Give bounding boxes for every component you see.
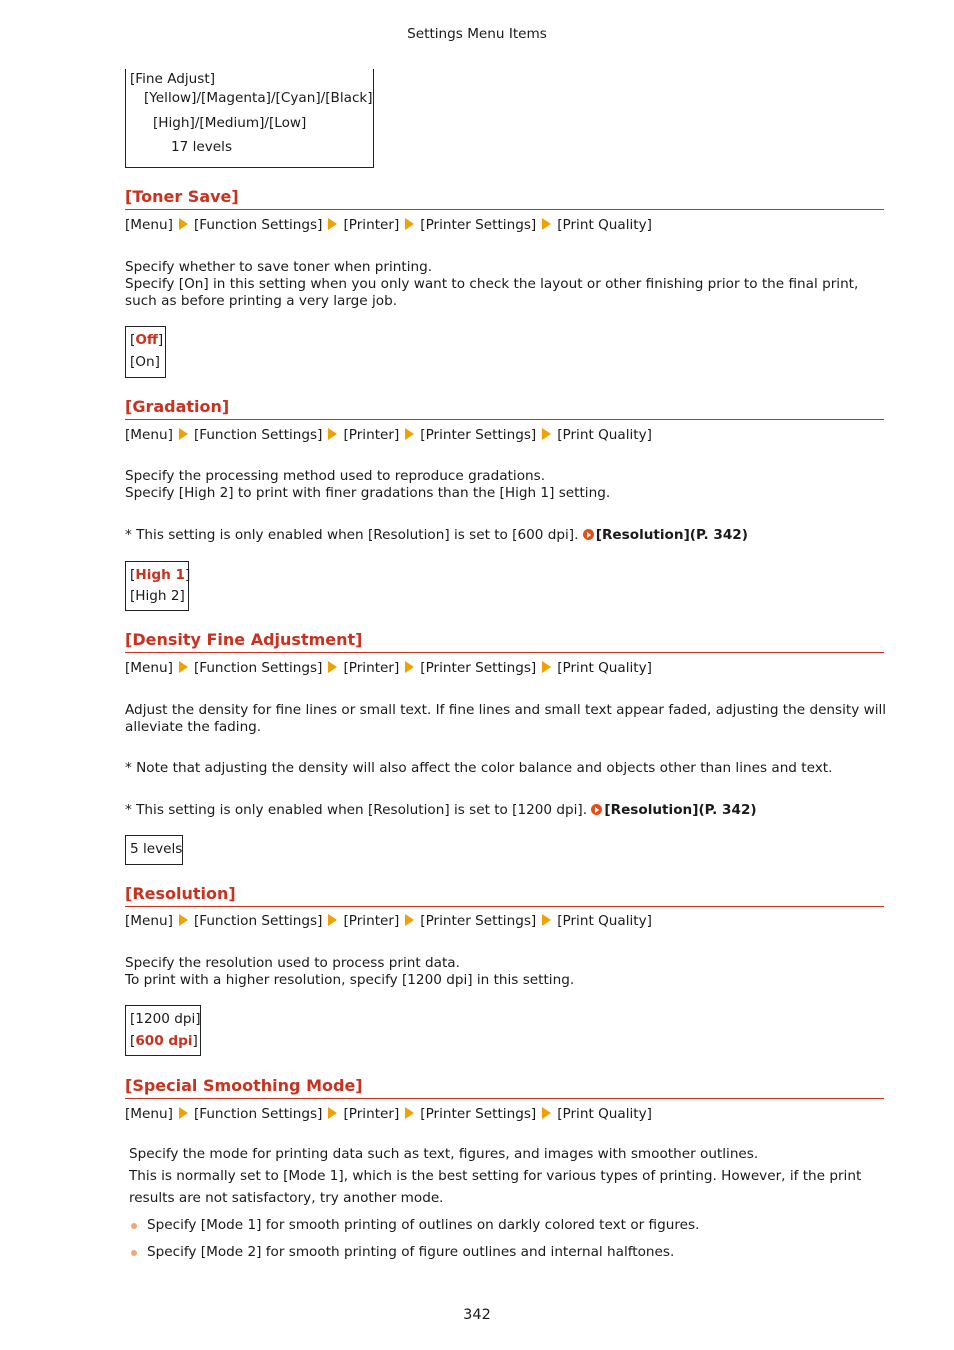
crumb-function-settings: [Function Settings] — [193, 1106, 323, 1122]
toner-save-desc-1: Specify whether to save toner when printing. — [125, 259, 433, 275]
crumb-menu: [Menu] — [125, 427, 173, 443]
link-arrow-icon — [591, 804, 602, 815]
crumb-printer-settings: [Printer Settings] — [420, 660, 537, 676]
resolution-desc-1: Specify the resolution used to process print data. — [125, 955, 460, 971]
toner-save-desc-2: Specify [On] in this setting when you only want to check the layout or other finishing prior to the final print, — [125, 276, 859, 292]
crumb-printer: [Printer] — [343, 217, 400, 233]
breadcrumb — [125, 1106, 652, 1122]
density-desc-1: Adjust the density for fine lines or small text. If fine lines and small text appear faded, adjusting the density will — [125, 702, 887, 718]
arrow-right-icon — [179, 1107, 188, 1119]
crumb-menu: [Menu] — [125, 660, 173, 676]
arrow-right-icon — [328, 1107, 337, 1119]
crumb-menu: [Menu] — [125, 217, 173, 233]
arrow-right-icon — [405, 914, 414, 926]
option-high-2: [High 2] — [130, 588, 185, 604]
crumb-print-quality: [Print Quality] — [557, 1106, 652, 1122]
arrow-right-icon — [328, 661, 337, 673]
gradation-options-box — [125, 561, 189, 611]
crumb-printer: [Printer] — [343, 1106, 400, 1122]
arrow-right-icon — [179, 428, 188, 440]
crumb-function-settings: [Function Settings] — [193, 427, 323, 443]
arrow-right-icon — [179, 661, 188, 673]
toner-save-options-box — [125, 326, 166, 378]
arrow-right-icon — [328, 218, 337, 230]
resolution-options-box — [125, 1005, 201, 1056]
smoothing-bullet-1: Specify [Mode 1] for smooth printing of outlines on darkly colored text or figures. — [147, 1217, 700, 1233]
arrow-right-icon — [405, 1107, 414, 1119]
arrow-right-icon — [542, 218, 551, 230]
arrow-right-icon — [179, 218, 188, 230]
arrow-right-icon — [542, 1107, 551, 1119]
breadcrumb — [125, 217, 652, 233]
arrow-right-icon — [328, 914, 337, 926]
density-note-1: * Note that adjusting the density will also affect the color balance and objects other than lines and text. — [125, 760, 833, 776]
section-title-gradation: [Gradation] — [125, 397, 884, 420]
section-title-resolution: [Resolution] — [125, 884, 884, 907]
breadcrumb — [125, 913, 652, 929]
crumb-printer: [Printer] — [343, 427, 400, 443]
resolution-link[interactable]: [Resolution](P. 342) — [595, 527, 748, 543]
crumb-menu: [Menu] — [125, 913, 173, 929]
crumb-printer: [Printer] — [343, 913, 400, 929]
default-value: High 1 — [135, 567, 185, 583]
breadcrumb — [125, 660, 652, 676]
density-note-2: * This setting is only enabled when [Resolution] is set to [1200 dpi]. [Resolution](P. 342) — [125, 802, 757, 818]
smoothing-desc-2: This is normally set to [Mode 1], which is the best setting for various types of printing. However, if the print — [129, 1168, 862, 1184]
page-header: Settings Menu Items — [407, 26, 547, 42]
density-options-box — [125, 835, 183, 865]
density-desc-2: alleviate the fading. — [125, 719, 262, 735]
arrow-right-icon — [542, 428, 551, 440]
crumb-function-settings: [Function Settings] — [193, 913, 323, 929]
crumb-print-quality: [Print Quality] — [557, 217, 652, 233]
option-600-dpi: [600 dpi] — [130, 1033, 198, 1049]
crumb-menu: [Menu] — [125, 1106, 173, 1122]
smoothing-bullet-2: Specify [Mode 2] for smooth printing of figure outlines and internal halftones. — [147, 1244, 675, 1260]
gradation-desc-1: Specify the processing method used to reproduce gradations. — [125, 468, 546, 484]
crumb-print-quality: [Print Quality] — [557, 427, 652, 443]
crumb-printer-settings: [Printer Settings] — [420, 427, 537, 443]
bullet-icon — [131, 1250, 137, 1256]
fine-adjust-options-box — [125, 69, 374, 168]
arrow-right-icon — [542, 914, 551, 926]
link-arrow-icon — [583, 529, 594, 540]
arrow-right-icon — [328, 428, 337, 440]
arrow-right-icon — [405, 661, 414, 673]
smoothing-desc-3: results are not satisfactory, try another mode. — [129, 1190, 444, 1206]
smoothing-desc-1: Specify the mode for printing data such as text, figures, and images with smoother outlines. — [129, 1146, 759, 1162]
option-high-1: [High 1] — [130, 567, 191, 583]
crumb-printer-settings: [Printer Settings] — [420, 1106, 537, 1122]
crumb-function-settings: [Function Settings] — [193, 660, 323, 676]
toner-save-desc-3: such as before printing a very large job. — [125, 293, 398, 309]
arrow-right-icon — [542, 661, 551, 673]
breadcrumb — [125, 427, 652, 443]
page-number: 342 — [463, 1307, 491, 1323]
arrow-right-icon — [405, 218, 414, 230]
default-value: 600 dpi — [135, 1033, 193, 1049]
arrow-right-icon — [179, 914, 188, 926]
crumb-function-settings: [Function Settings] — [193, 217, 323, 233]
option-5-levels: 5 levels — [130, 841, 183, 857]
gradation-desc-2: Specify [High 2] to print with finer gradations than the [High 1] setting. — [125, 485, 611, 501]
crumb-print-quality: [Print Quality] — [557, 660, 652, 676]
crumb-printer-settings: [Printer Settings] — [420, 913, 537, 929]
gradation-note: * This setting is only enabled when [Resolution] is set to [600 dpi]. [Resolution](P. 342) — [125, 527, 748, 543]
crumb-print-quality: [Print Quality] — [557, 913, 652, 929]
resolution-link[interactable]: [Resolution](P. 342) — [604, 802, 757, 818]
levels-count: 17 levels — [171, 139, 233, 155]
crumb-printer-settings: [Printer Settings] — [420, 217, 537, 233]
resolution-desc-2: To print with a higher resolution, specify [1200 dpi] in this setting. — [125, 972, 575, 988]
option-off: [Off] — [130, 332, 164, 348]
default-value: Off — [135, 332, 158, 348]
option-1200-dpi: [1200 dpi] — [130, 1011, 201, 1027]
option-on: [On] — [130, 354, 160, 370]
fine-adjust-label: [Fine Adjust] — [130, 71, 216, 87]
section-title-density-fine-adjustment: [Density Fine Adjustment] — [125, 630, 884, 653]
color-options: [Yellow]/[Magenta]/[Cyan]/[Black] — [144, 90, 373, 106]
section-title-toner-save: [Toner Save] — [125, 187, 884, 210]
level-options: [High]/[Medium]/[Low] — [153, 115, 307, 131]
bullet-icon — [131, 1223, 137, 1229]
crumb-printer: [Printer] — [343, 660, 400, 676]
section-title-special-smoothing-mode: [Special Smoothing Mode] — [125, 1076, 884, 1099]
arrow-right-icon — [405, 428, 414, 440]
